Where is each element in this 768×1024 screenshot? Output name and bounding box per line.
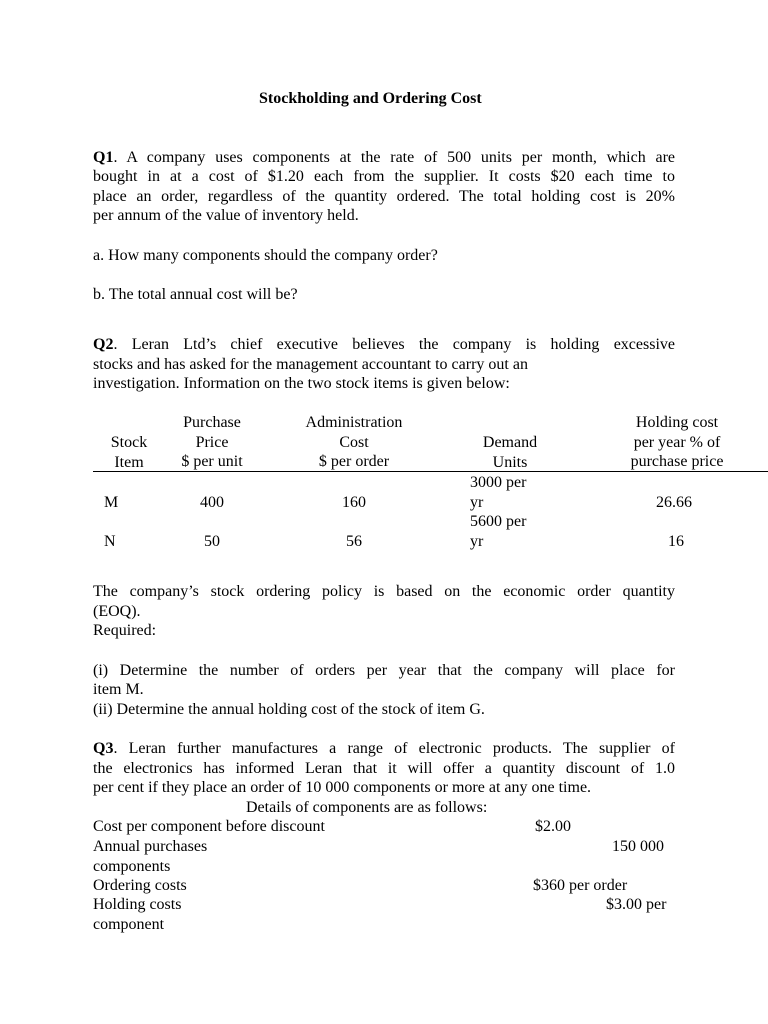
q1-line-3: place an order, regardless of the quantity ordered. The total holding cost is 20% (93, 188, 675, 205)
required-label: Required: (93, 622, 157, 639)
header-holding-cost: Holding cost per year % of purchase price (630, 414, 724, 470)
detail-cost-label: Cost per component before discount (93, 818, 325, 835)
table-header-rule (93, 471, 768, 472)
row-admin: 56 (346, 533, 362, 550)
detail-annual-value: 150 000 (612, 838, 664, 855)
header-purchase-price: Purchase Price $ per unit (181, 414, 243, 470)
q2-part-i-line-2: item M. (93, 681, 144, 698)
row-demand: 3000 per yr (470, 474, 527, 511)
q2-part-i-line-1: (i) Determine the number of orders per year that the company will place for (93, 662, 675, 679)
header-demand: Demand Units (482, 434, 538, 471)
row-demand: 5600 per yr (470, 513, 527, 550)
q3-label: Q3 (93, 740, 114, 757)
detail-ordering-label: Ordering costs (93, 877, 187, 894)
policy-line-2: (EOQ). (93, 603, 141, 620)
details-heading: Details of components are as follows: (246, 799, 488, 816)
q3-line-2: the electronics has informed Leran that it will offer a quantity discount of 1.0 (93, 760, 675, 777)
row-admin: 160 (342, 494, 366, 511)
detail-ordering-value: $360 per order (533, 877, 628, 894)
q2-part-ii: (ii) Determine the annual holding cost of the stock of item G. (93, 701, 485, 718)
row-holding: 16 (668, 533, 684, 550)
header-stock-item: Stock Item (110, 434, 148, 471)
detail-holding-label: Holding costs component (93, 896, 182, 933)
row-price: 400 (200, 494, 224, 511)
q3-line-3: per cent if they place an order of 10 000 components or more at any one time. (93, 779, 592, 796)
q1-part-a: a. How many components should the company order? (93, 247, 438, 264)
q2-line-2: stocks and has asked for the management accountant to carry out an (93, 356, 528, 373)
q2-line-1: Q2. Leran Ltd’s chief executive believes the company is holding excessive (93, 336, 675, 353)
q1-line-2: bought in at a cost of $1.20 each from the supplier. It costs $20 each time to (93, 168, 675, 185)
policy-line-1: The company’s stock ordering policy is based on the economic order quantity (93, 583, 675, 600)
row-item: M (104, 494, 119, 511)
detail-annual-label: Annual purchases components (93, 838, 208, 875)
row-price: 50 (204, 533, 220, 550)
q1-label: Q1 (93, 149, 114, 166)
row-holding: 26.66 (656, 494, 692, 511)
detail-holding-value: $3.00 per (606, 896, 667, 913)
page-title: Stockholding and Ordering Cost (259, 90, 482, 107)
detail-cost-value: $2.00 (535, 818, 571, 835)
header-admin-cost: Administration Cost $ per order (305, 414, 403, 470)
q2-line-3: investigation. Information on the two stock items is given below: (93, 375, 510, 392)
q3-line-1: Q3. Leran further manufactures a range of electronic products. The supplier of (93, 740, 675, 757)
q2-label: Q2 (93, 336, 114, 353)
q1-part-b: b. The total annual cost will be? (93, 286, 298, 303)
row-item: N (104, 533, 116, 550)
q1-line-4: per annum of the value of inventory held. (93, 207, 359, 224)
q1-line-1: Q1. A company uses components at the rate of 500 units per month, which are (93, 149, 675, 166)
